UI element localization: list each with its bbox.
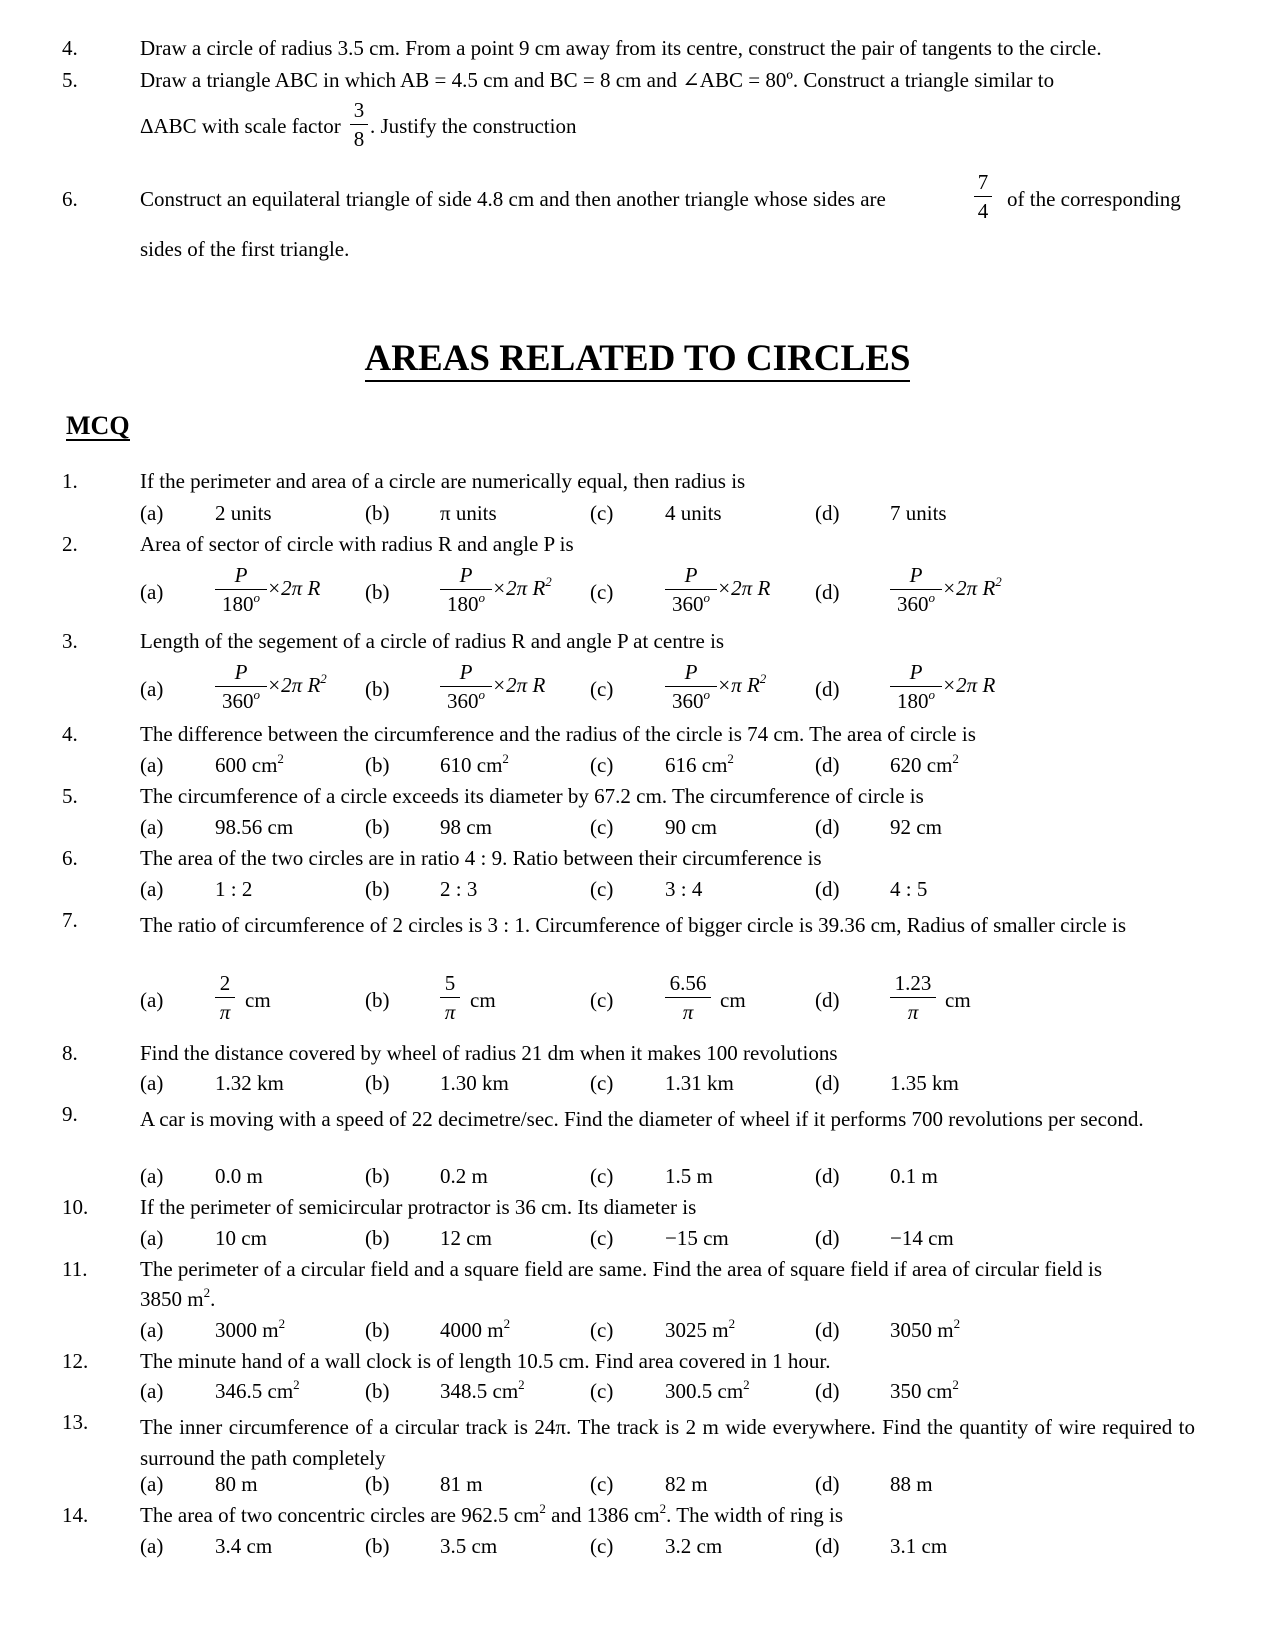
denominator-value: 360 — [672, 689, 704, 713]
option-c: 1.31 km — [665, 1071, 734, 1095]
unit: cm — [245, 988, 271, 1012]
question-number: 6. — [62, 846, 78, 870]
question-number: 4. — [62, 722, 78, 746]
fraction — [890, 973, 936, 1023]
question-text: Draw a circle of radius 3.5 cm. From a point 9 cm away from its centre, construct the pair of tangents to the circle. — [140, 36, 1102, 60]
option-label: (c) — [590, 1472, 614, 1496]
formula-rest: ×2π R — [267, 672, 321, 697]
option-label: (b) — [365, 1164, 390, 1188]
option-label: (a) — [140, 1164, 164, 1188]
degree-mark: o — [478, 687, 485, 702]
text-part: . The width of ring is — [666, 1503, 844, 1527]
exponent: 2 — [518, 1377, 525, 1392]
exponent: 2 — [539, 1501, 546, 1516]
exponent: 2 — [953, 1316, 961, 1331]
exponent: 2 — [320, 670, 327, 686]
fraction-bar — [440, 997, 460, 998]
formula-rest: ×2π R — [492, 575, 546, 600]
option-b-formula — [440, 662, 545, 712]
option-c — [665, 1316, 736, 1342]
option-d: 92 cm — [890, 815, 942, 839]
option-label: (d) — [815, 1164, 840, 1188]
option-value: 620 cm — [890, 753, 953, 777]
unit: cm — [470, 988, 496, 1012]
option-label: (c) — [590, 1164, 614, 1188]
option-label: (a) — [140, 501, 164, 525]
exponent: 2 — [952, 1377, 959, 1392]
formula-rest: ×2π R — [942, 575, 996, 600]
option-value: 348.5 cm — [440, 1379, 519, 1403]
text-value: 3850 m — [140, 1287, 204, 1311]
exponent: 2 — [743, 1377, 750, 1392]
denominator: π — [444, 1000, 456, 1024]
option-label: (a) — [140, 988, 164, 1012]
option-a: 10 cm — [215, 1226, 267, 1250]
numerator: 3 — [353, 98, 365, 122]
option-label: (b) — [365, 1318, 390, 1342]
degree-mark: o — [253, 687, 260, 702]
fraction-bar — [215, 997, 235, 998]
option-label: (c) — [590, 1379, 614, 1403]
exponent: 2 — [502, 751, 509, 766]
option-b — [440, 751, 509, 777]
numerator: P — [684, 660, 698, 684]
fraction — [890, 565, 942, 615]
question-text: Find the distance covered by wheel of radius 21 dm when it makes 100 revolutions — [140, 1041, 838, 1065]
option-b — [440, 1316, 511, 1342]
option-d: 1.35 km — [890, 1071, 959, 1095]
exponent: 2 — [277, 751, 284, 766]
option-a — [215, 751, 284, 777]
option-a: 2 units — [215, 501, 272, 525]
option-d: 88 m — [890, 1472, 933, 1496]
option-c: −15 cm — [665, 1226, 729, 1250]
option-label: (d) — [815, 1472, 840, 1496]
fraction-bar — [974, 196, 992, 197]
numerator: P — [459, 563, 473, 587]
fraction — [215, 565, 267, 615]
option-b: 98 cm — [440, 815, 492, 839]
option-label: (b) — [365, 1534, 390, 1558]
option-value: 4000 m — [440, 1318, 504, 1342]
denominator — [440, 590, 492, 616]
option-label: (c) — [590, 1226, 614, 1250]
exponent: 2 — [293, 1377, 300, 1392]
denominator-value: 180 — [447, 592, 479, 616]
exponent: 2 — [995, 573, 1002, 589]
exponent: 2 — [759, 670, 767, 686]
text-part: and 1386 cm — [545, 1503, 660, 1527]
question-text: Area of sector of circle with radius R and angle P is — [140, 532, 574, 556]
option-value: 300.5 cm — [665, 1379, 744, 1403]
option-a: 3.4 cm — [215, 1534, 273, 1558]
degree-mark: o — [703, 590, 710, 605]
option-label: (b) — [365, 815, 390, 839]
numerator: 5 — [444, 971, 456, 995]
option-d — [890, 751, 959, 777]
question-text: The difference between the circumference and the radius of the circle is 74 cm. The area of circle is — [140, 722, 976, 746]
option-c — [665, 1377, 750, 1403]
option-label: (a) — [140, 1379, 164, 1403]
fraction — [665, 565, 717, 615]
option-d-formula — [890, 565, 1002, 615]
numerator: P — [909, 660, 923, 684]
fraction — [215, 662, 267, 712]
page-title — [0, 340, 1275, 377]
text-end: . — [210, 1287, 216, 1311]
option-label: (b) — [365, 580, 390, 604]
fraction — [974, 172, 992, 222]
option-label: (d) — [815, 1379, 840, 1403]
question-text: The circumference of a circle exceeds its diameter by 67.2 cm. The circumference of circle is — [140, 784, 924, 808]
numerator: P — [684, 563, 698, 587]
option-label: (b) — [365, 877, 390, 901]
denominator — [215, 590, 267, 616]
option-a: 80 m — [215, 1472, 258, 1496]
question-number: 5. — [62, 68, 78, 92]
option-a — [215, 1316, 286, 1342]
option-label: (a) — [140, 1226, 164, 1250]
option-label: (a) — [140, 753, 164, 777]
exponent: 2 — [952, 751, 959, 766]
degree-mark: o — [703, 687, 710, 702]
question-number: 14. — [62, 1503, 89, 1527]
option-b: π units — [440, 501, 497, 525]
option-c-formula — [665, 565, 770, 615]
degree-mark: o — [478, 590, 485, 605]
degree-mark: o — [928, 687, 935, 702]
option-label: (c) — [590, 877, 614, 901]
option-label: (a) — [140, 580, 164, 604]
numerator: 2 — [219, 971, 231, 995]
option-label: (a) — [140, 1071, 164, 1095]
question-number: 13. — [62, 1410, 89, 1434]
question-text-line2: ΔABC with scale factor — [140, 114, 341, 138]
option-a: 0.0 m — [215, 1164, 263, 1188]
option-label: (a) — [140, 1318, 164, 1342]
fraction — [890, 662, 942, 712]
numerator: P — [234, 563, 248, 587]
option-c: 82 m — [665, 1472, 708, 1496]
unit: cm — [720, 988, 746, 1012]
option-d: 4 : 5 — [890, 877, 928, 901]
question-text: The area of the two circles are in ratio 4 : 9. Ratio between their circumference is — [140, 846, 822, 870]
denominator — [890, 687, 942, 713]
option-b: 81 m — [440, 1472, 483, 1496]
question-text-end: of the corresponding — [1007, 187, 1181, 211]
option-label: (c) — [590, 1534, 614, 1558]
option-c: 1.5 m — [665, 1164, 713, 1188]
question-text: A car is moving with a speed of 22 decimetre/sec. Find the diameter of wheel if it performs 700 revolutions per second. — [140, 1107, 1144, 1131]
option-label: (d) — [815, 1226, 840, 1250]
denominator — [665, 590, 717, 616]
exponent: 2 — [659, 1501, 667, 1516]
option-d: 7 units — [890, 501, 947, 525]
fraction-bar — [350, 124, 368, 125]
option-c — [665, 751, 734, 777]
option-label: (d) — [815, 1071, 840, 1095]
denominator: 4 — [977, 199, 989, 223]
question-text: The inner circumference of a circular track is 24π. The track is 2 m wide everywhere. Find the quantity of wire required to surround the path completely — [140, 1415, 1195, 1470]
question-number: 8. — [62, 1041, 78, 1065]
option-c: 4 units — [665, 501, 722, 525]
denominator — [665, 687, 717, 713]
option-label: (c) — [590, 501, 614, 525]
fraction-bar — [890, 997, 936, 998]
option-label: (d) — [815, 677, 840, 701]
question-number: 12. — [62, 1349, 89, 1373]
option-value: 350 cm — [890, 1379, 953, 1403]
denominator-value: 360 — [447, 689, 479, 713]
exponent: 2 — [278, 1316, 286, 1331]
question-text: If the perimeter of semicircular protractor is 36 cm. Its diameter is — [140, 1195, 697, 1219]
degree-mark: o — [928, 590, 935, 605]
numerator: P — [234, 660, 248, 684]
option-b — [440, 1377, 525, 1403]
option-d-formula — [890, 662, 995, 712]
option-label: (c) — [590, 677, 614, 701]
option-c: 3.2 cm — [665, 1534, 723, 1558]
option-label: (d) — [815, 988, 840, 1012]
fraction — [440, 565, 492, 615]
denominator-value: 360 — [897, 592, 929, 616]
option-label: (b) — [365, 1071, 390, 1095]
question-number: 4. — [62, 36, 78, 60]
denominator: π — [219, 1000, 231, 1024]
option-label: (b) — [365, 1472, 390, 1496]
denominator — [890, 590, 942, 616]
option-d — [890, 1377, 959, 1403]
question-number: 10. — [62, 1195, 89, 1219]
option-a: 1 : 2 — [215, 877, 253, 901]
fraction — [215, 973, 235, 1023]
formula-rest: ×π R — [717, 672, 760, 697]
denominator-value: 360 — [672, 592, 704, 616]
denominator: π — [682, 1000, 694, 1024]
fraction-bar — [665, 997, 711, 998]
question-text: The perimeter of a circular field and a square field are same. Find the area of square field if area of circular field is — [140, 1257, 1103, 1281]
option-label: (c) — [590, 753, 614, 777]
option-label: (b) — [365, 988, 390, 1012]
denominator: π — [907, 1000, 919, 1024]
exponent: 2 — [728, 1316, 736, 1331]
question-number: 2. — [62, 532, 78, 556]
question-number: 6. — [62, 187, 78, 211]
option-label: (a) — [140, 1534, 164, 1558]
option-c: 90 cm — [665, 815, 717, 839]
formula-rest: ×2π R — [942, 672, 996, 697]
option-label: (d) — [815, 753, 840, 777]
section-title: MCQ — [66, 411, 130, 440]
option-label: (b) — [365, 753, 390, 777]
option-value: 3000 m — [215, 1318, 279, 1342]
option-d: 0.1 m — [890, 1164, 938, 1188]
exponent: 2 — [203, 1285, 211, 1300]
unit: cm — [945, 988, 971, 1012]
option-value: 3025 m — [665, 1318, 729, 1342]
option-c-formula — [665, 662, 766, 712]
option-a — [215, 1377, 300, 1403]
option-value: 346.5 cm — [215, 1379, 294, 1403]
option-label: (b) — [365, 501, 390, 525]
option-a: 1.32 km — [215, 1071, 284, 1095]
option-label: (d) — [815, 815, 840, 839]
option-value: 3050 m — [890, 1318, 954, 1342]
option-a-formula — [215, 662, 327, 712]
formula-rest: ×2π R — [492, 672, 546, 697]
option-label: (d) — [815, 877, 840, 901]
option-label: (b) — [365, 1379, 390, 1403]
formula-rest: ×2π R — [267, 575, 321, 600]
option-label: (b) — [365, 677, 390, 701]
exponent: 2 — [503, 1316, 511, 1331]
fraction — [665, 973, 711, 1023]
question-number: 5. — [62, 784, 78, 808]
numerator: 1.23 — [894, 971, 932, 995]
option-b: 1.30 km — [440, 1071, 509, 1095]
denominator-value: 180 — [222, 592, 254, 616]
option-a: 98.56 cm — [215, 815, 294, 839]
question-text — [140, 1501, 844, 1527]
denominator — [215, 687, 267, 713]
question-number: 7. — [62, 908, 78, 932]
question-number: 11. — [62, 1257, 88, 1281]
option-d — [890, 1316, 961, 1342]
option-label: (a) — [140, 877, 164, 901]
option-c: 3 : 4 — [665, 877, 703, 901]
option-value: 610 cm — [440, 753, 503, 777]
option-b: 0.2 m — [440, 1164, 488, 1188]
fraction — [665, 662, 717, 712]
question-number: 9. — [62, 1102, 78, 1126]
option-label: (c) — [590, 815, 614, 839]
numerator: P — [909, 563, 923, 587]
option-b: 2 : 3 — [440, 877, 478, 901]
option-d: −14 cm — [890, 1226, 954, 1250]
denominator-value: 180 — [897, 689, 929, 713]
option-label: (c) — [590, 580, 614, 604]
numerator: 7 — [977, 170, 989, 194]
exponent: 2 — [727, 751, 734, 766]
numerator: P — [459, 660, 473, 684]
option-label: (a) — [140, 677, 164, 701]
text-part: The area of two concentric circles are 962.5 cm — [140, 1503, 540, 1527]
question-text: Construct an equilateral triangle of side 4.8 cm and then another triangle whose sides are — [140, 187, 886, 211]
formula-rest: ×2π R — [717, 575, 771, 600]
option-value: 616 cm — [665, 753, 728, 777]
denominator: 8 — [353, 127, 365, 151]
question-text: Draw a triangle ABC in which AB = 4.5 cm and BC = 8 cm and ∠ABC = 80º. Construct a triangle similar to — [140, 68, 1055, 92]
question-text: If the perimeter and area of a circle are numerically equal, then radius is — [140, 469, 746, 493]
degree-mark: o — [253, 590, 260, 605]
fraction — [350, 100, 368, 150]
option-label: (c) — [590, 1318, 614, 1342]
option-label: (c) — [590, 1071, 614, 1095]
option-label: (d) — [815, 580, 840, 604]
option-label: (b) — [365, 1226, 390, 1250]
denominator — [440, 687, 492, 713]
option-a-formula — [215, 565, 320, 615]
option-value: 600 cm — [215, 753, 278, 777]
question-number: 3. — [62, 629, 78, 653]
option-label: (c) — [590, 988, 614, 1012]
question-text-line2 — [140, 1285, 216, 1311]
question-text: The minute hand of a wall clock is of length 10.5 cm. Find area covered in 1 hour. — [140, 1349, 831, 1373]
question-text: Length of the segement of a circle of radius R and angle P at centre is — [140, 629, 725, 653]
question-text: The ratio of circumference of 2 circles is 3 : 1. Circumference of bigger circle is 39.36 cm, Radius of smaller circle is — [140, 913, 1127, 937]
option-label: (d) — [815, 501, 840, 525]
option-b: 3.5 cm — [440, 1534, 498, 1558]
numerator: 6.56 — [669, 971, 707, 995]
page-title-text: AREAS RELATED TO CIRCLES — [365, 338, 911, 382]
option-d: 3.1 cm — [890, 1534, 948, 1558]
denominator-value: 360 — [222, 689, 254, 713]
option-b: 12 cm — [440, 1226, 492, 1250]
question-text-line2-end: . Justify the construction — [370, 114, 577, 138]
option-label: (d) — [815, 1534, 840, 1558]
question-number: 1. — [62, 469, 78, 493]
exponent: 2 — [545, 573, 552, 589]
option-label: (a) — [140, 1472, 164, 1496]
question-text-line2: sides of the first triangle. — [140, 237, 350, 261]
option-label: (d) — [815, 1318, 840, 1342]
fraction — [440, 662, 492, 712]
fraction — [440, 973, 460, 1023]
option-b-formula — [440, 565, 552, 615]
option-label: (a) — [140, 815, 164, 839]
